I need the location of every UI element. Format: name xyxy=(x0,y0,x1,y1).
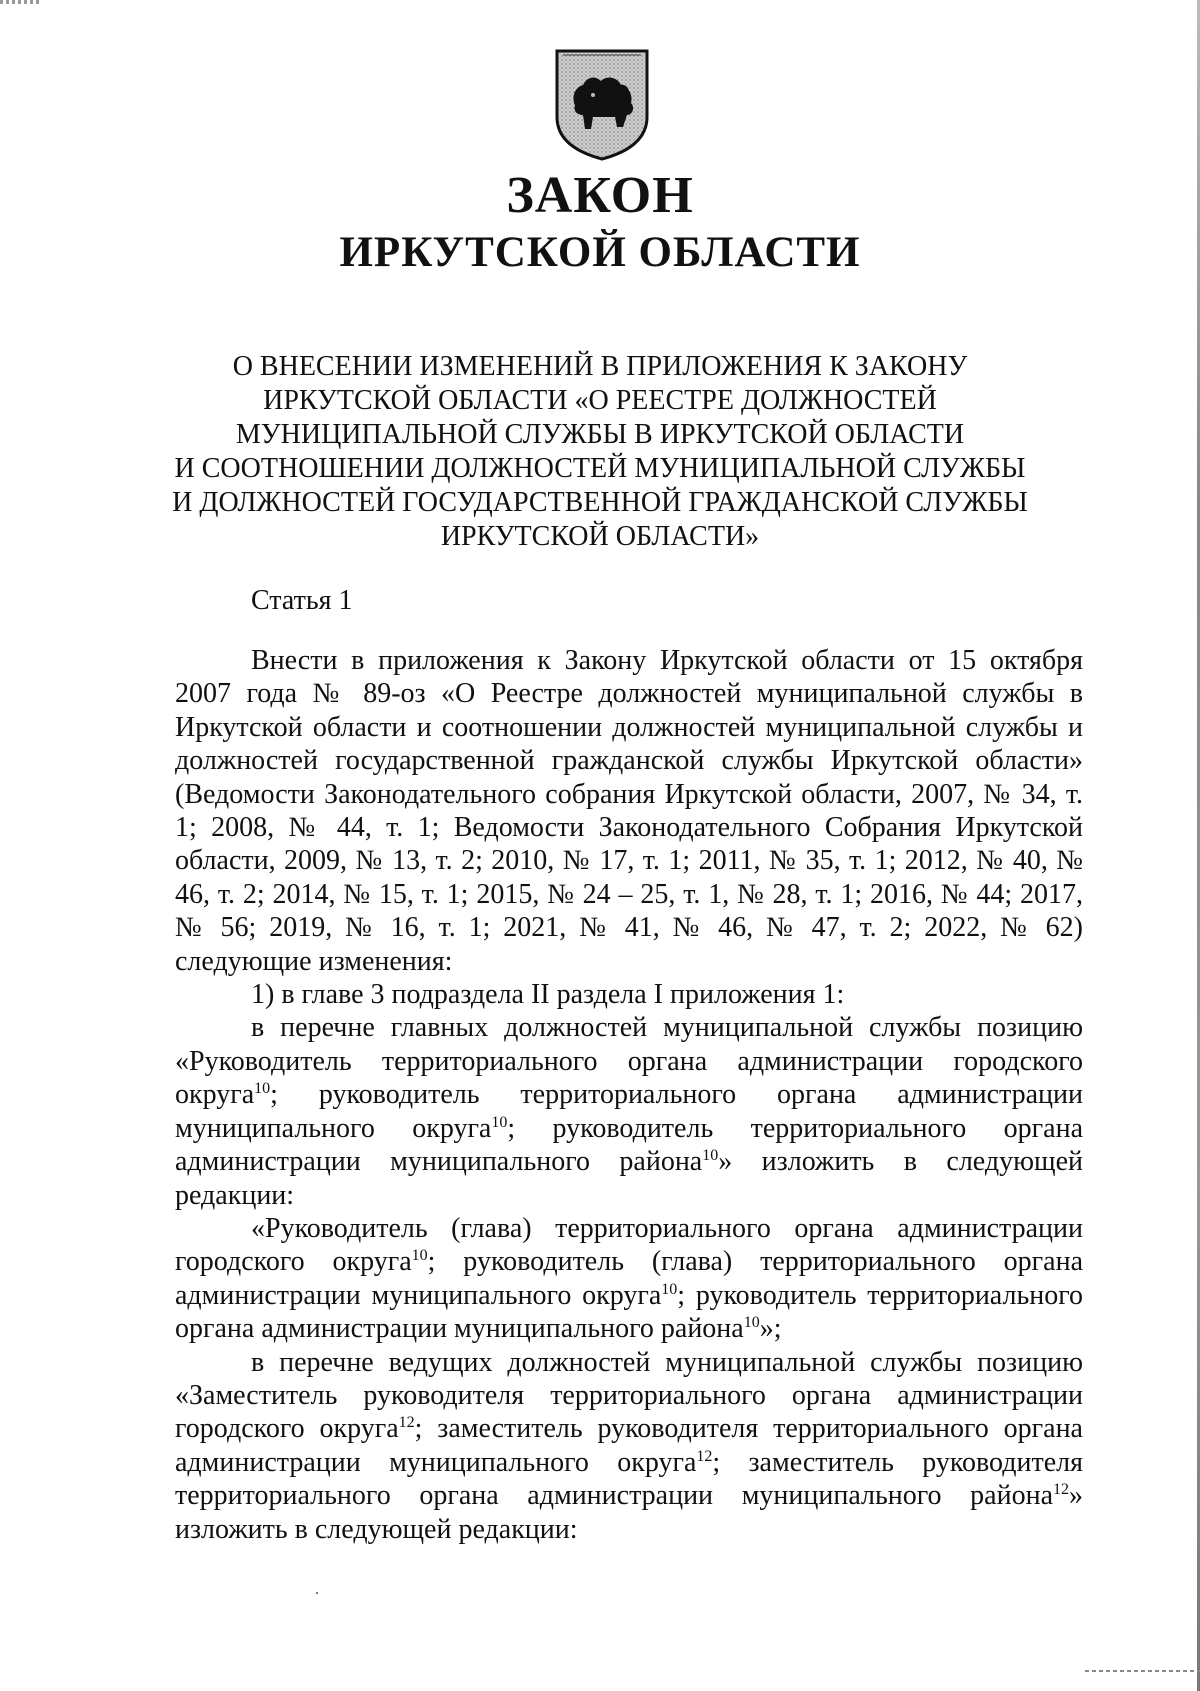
footnote-ref: 10 xyxy=(254,1080,271,1098)
scan-artifact xyxy=(0,0,40,4)
footnote-ref: 10 xyxy=(743,1314,760,1332)
footnote-ref: 10 xyxy=(411,1247,428,1265)
paragraph-text: » изложить в следующей редакции: xyxy=(175,1480,1083,1545)
paragraph-text: ; руководитель (глава) территориального органа администрации муниципального округа xyxy=(175,1246,1083,1311)
paragraph-item-1: 1) в главе 3 подраздела II раздела I приложения 1: xyxy=(251,979,845,1011)
footnote-ref: 10 xyxy=(661,1280,678,1298)
paragraph-text: ; руководитель территориального органа администрации муниципального округа xyxy=(175,1079,1083,1144)
paragraph-text: «Руководитель (глава) территориального органа администрации городского округа xyxy=(175,1212,1083,1278)
law-name-line: И СООТНОШЕНИИ ДОЛЖНОСТЕЙ МУНИЦИПАЛЬНОЙ СЛУЖБЫ xyxy=(174,453,1026,484)
paragraph-new-edition-main xyxy=(175,1212,1083,1346)
article-body xyxy=(175,644,1083,1546)
paragraph-text: ; заместитель руководителя территориального органа администрации муниципального округа xyxy=(175,1413,1083,1478)
article-heading: Статья 1 xyxy=(251,585,353,616)
document-subtitle: ИРКУТСКОЙ ОБЛАСТИ xyxy=(339,229,861,276)
law-name-line: И ДОЛЖНОСТЕЙ ГОСУДАРСТВЕННОЙ ГРАЖДАНСКОЙ СЛУЖБЫ xyxy=(172,487,1028,518)
scan-edge xyxy=(1085,1670,1200,1672)
law-name-line: ИРКУТСКОЙ ОБЛАСТИ» xyxy=(440,521,760,552)
paragraph-text: » изложить в следующей редакции: xyxy=(175,1146,1083,1211)
scan-speck xyxy=(316,1592,318,1594)
paragraph-text: ; руководитель территориального органа администрации муниципального района xyxy=(175,1279,1083,1345)
paragraph-leading-positions xyxy=(175,1346,1083,1546)
paragraph-text: »; xyxy=(759,1313,782,1345)
paragraph-text: в перечне главных должностей муниципальной службы позицию «Руководитель территориального органа администрации городского округа xyxy=(175,1012,1083,1111)
paragraph-text: ; заместитель руководителя территориального органа администрации муниципального района xyxy=(175,1446,1083,1512)
law-name-heading xyxy=(150,350,1050,554)
document-title: ЗАКОН xyxy=(506,167,694,224)
law-name-line: ИРКУТСКОЙ ОБЛАСТИ «О РЕЕСТРЕ ДОЛЖНОСТЕЙ xyxy=(263,385,937,416)
paragraph-main-positions xyxy=(175,1011,1083,1211)
footnote-ref: 12 xyxy=(696,1447,713,1465)
law-name-line: О ВНЕСЕНИИ ИЗМЕНЕНИЙ В ПРИЛОЖЕНИЯ К ЗАКОНУ xyxy=(232,351,968,382)
footnote-ref: 10 xyxy=(702,1147,719,1165)
paragraph-intro: Внести в приложения к Закону Иркутской области от 15 октября 2007 года № 89-оз «О Реестре должностей муниципальной службы в Иркутской области и соотношении должностей муниципальной службы и должностей государственной гражданской службы Иркутской области» (Ведомости Законодательного собрания Иркутской области, 2007, № 34, т. 1; 2008, № 44, т. 1; Ведомости Законодательного Собрания Иркутской области, 2009, № 13, т. 2; 2010, № 17, т. 1; 2011, № 35, т. 1; 2012, № 40, № 46, т. 2; 2014, № 15, т. 1; 2015, № 24 – 25, т. 1, № 28, т. 1; 2016, № 44; 2017, № 56; 2019, № 16, т. 1; 2021, № 41, № 46, № 47, т. 2; 2022, № 62) следующие изменения: xyxy=(175,645,1083,977)
paragraph-text: ; руководитель территориального органа администрации муниципального района xyxy=(175,1112,1083,1178)
footnote-ref: 12 xyxy=(1053,1481,1069,1499)
footnote-ref: 10 xyxy=(491,1113,508,1131)
coat-of-arms-icon xyxy=(553,47,651,162)
paragraph-text: в перечне ведущих должностей муниципальной службы позицию «Заместитель руководителя территориального органа администрации городского округа xyxy=(175,1346,1083,1445)
footnote-ref: 12 xyxy=(398,1414,415,1432)
law-name-line: МУНИЦИПАЛЬНОЙ СЛУЖБЫ В ИРКУТСКОЙ ОБЛАСТИ xyxy=(235,419,965,450)
